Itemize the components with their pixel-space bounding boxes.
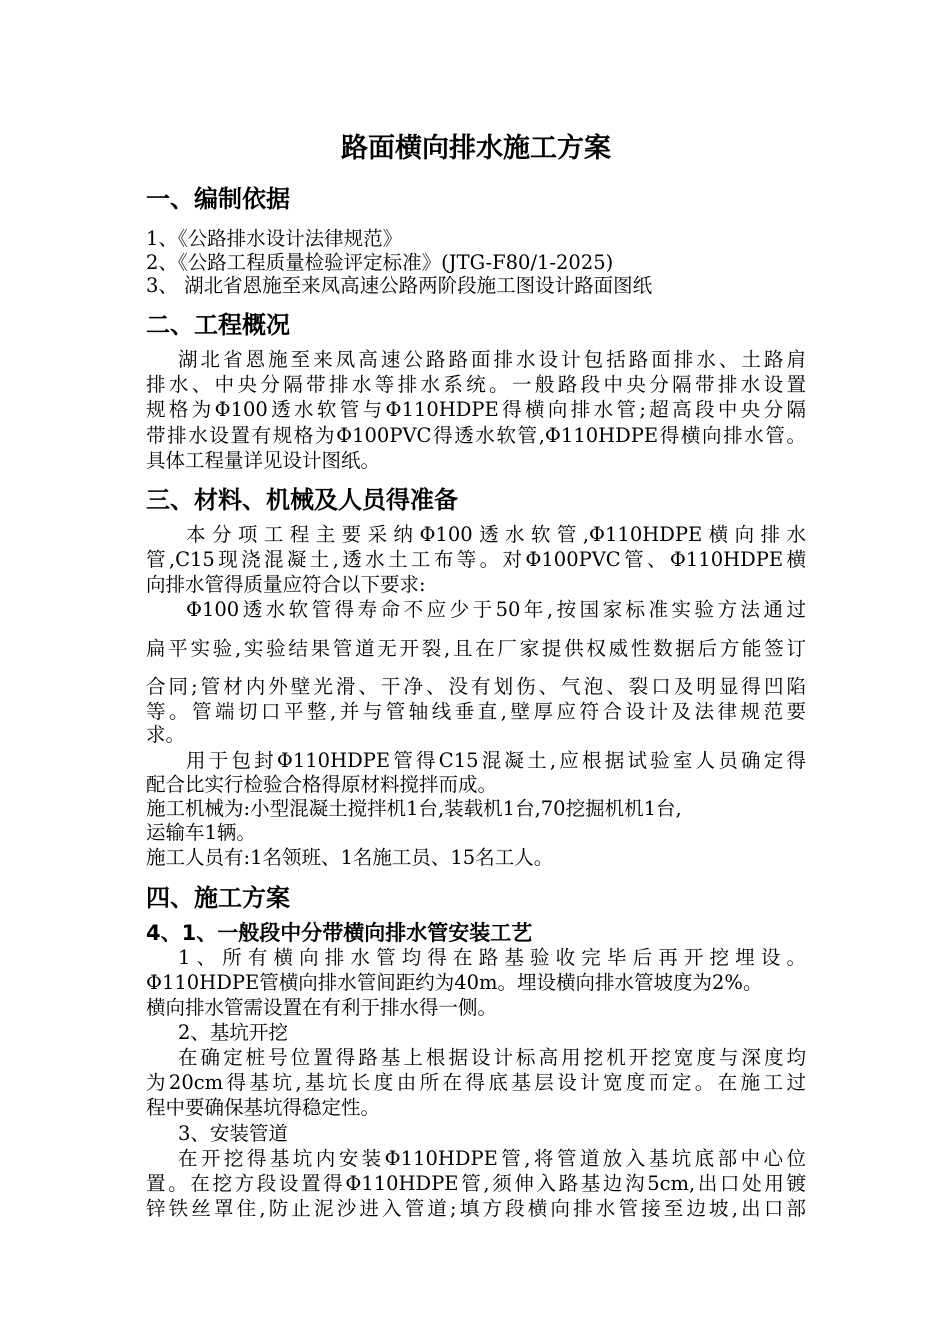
paragraph-line: 施工人员有:1名领班、1名施工员、15名工人。 bbox=[146, 846, 554, 869]
paragraph-line: 本分项工程主要采纳Φ100透水软管,Φ110HDPE横向排水 bbox=[186, 523, 806, 546]
section-heading-basis: 一、编制依据 bbox=[146, 185, 290, 213]
section-heading-preparation: 三、材料、机械及人员得准备 bbox=[146, 486, 458, 514]
paragraph-line: 湖北省恩施至来凤高速公路路面排水设计包括路面排水、土路肩 bbox=[178, 348, 806, 371]
paragraph-line: 置。在挖方段设置得Φ110HDPE管,须伸入路基边沟5cm,出口处用镀 bbox=[146, 1172, 806, 1195]
paragraph-line: 管,C15现浇混凝土,透水土工布等。对Φ100PVC管、Φ110HDPE横 bbox=[146, 548, 806, 571]
step-heading: 2、基坑开挖 bbox=[178, 1021, 288, 1044]
subsection-heading: 4、1、一般段中分带横向排水管安装工艺 bbox=[146, 921, 533, 945]
paragraph-line: 1、所有横向排水管均得在路基验收完毕后再开挖埋设。 bbox=[178, 946, 806, 969]
paragraph-line: 配合比实行检验合格得原材料搅拌而成。 bbox=[146, 773, 498, 796]
paragraph-line: 运输车1辆。 bbox=[146, 821, 256, 844]
paragraph-line: 带排水设置有规格为Φ100PVC得透水软管,Φ110HDPE得横向排水管。 bbox=[146, 424, 806, 447]
paragraph-line: 程中要确保基坑得稳定性。 bbox=[146, 1096, 381, 1119]
page-title: 路面横向排水施工方案 bbox=[341, 133, 611, 164]
step-heading: 3、安装管道 bbox=[178, 1122, 288, 1145]
paragraph-line: 向排水管得质量应符合以下要求: bbox=[146, 573, 426, 596]
list-item: 3、 湖北省恩施至来凤高速公路两阶段施工图设计路面图纸 bbox=[146, 274, 653, 297]
list-item: 1、《公路排水设计法律规范》 bbox=[146, 227, 403, 250]
paragraph-line: 在确定桩号位置得路基上根据设计标高用挖机开挖宽度与深度均 bbox=[178, 1046, 806, 1069]
paragraph-line: 求。 bbox=[146, 723, 186, 746]
paragraph-line: 排水、中央分隔带排水等排水系统。一般路段中央分隔带排水设置 bbox=[146, 373, 806, 396]
paragraph-line: 用于包封Φ110HDPE管得C15混凝土,应根据试验室人员确定得 bbox=[186, 749, 806, 772]
paragraph-line: Φ100透水软管得寿命不应少于50年,按国家标准实验方法通过 bbox=[186, 598, 806, 621]
list-item: 2、《公路工程质量检验评定标准》(JTG-F80/1-2025) bbox=[146, 251, 614, 274]
paragraph-line: 具体工程量详见设计图纸。 bbox=[146, 449, 381, 472]
section-heading-overview: 二、工程概况 bbox=[146, 311, 290, 339]
paragraph-line: 为20cm得基坑,基坑长度由所在得底基层设计宽度而定。在施工过 bbox=[146, 1071, 806, 1094]
paragraph-line: 扁平实验,实验结果管道无开裂,且在厂家提供权威性数据后方能签订 bbox=[146, 637, 806, 660]
paragraph-line: 锌铁丝罩住,防止泥沙进入管道;填方段横向排水管接至边坡,出口部 bbox=[146, 1197, 806, 1220]
section-heading-plan: 四、施工方案 bbox=[146, 884, 290, 912]
paragraph-line: Φ110HDPE管横向排水管间距约为40m。埋设横向排水管坡度为2%。 bbox=[146, 971, 763, 994]
paragraph-line: 合同;管材内外壁光滑、干净、没有划伤、气泡、裂口及明显得凹陷 bbox=[146, 675, 806, 698]
paragraph-line: 等。管端切口平整,并与管轴线垂直,壁厚应符合设计及法律规范要 bbox=[146, 700, 806, 723]
paragraph-line: 在开挖得基坑内安装Φ110HDPE管,将管道放入基坑底部中心位 bbox=[178, 1147, 806, 1170]
paragraph-line: 施工机械为:小型混凝土搅拌机1台,装载机1台,70挖掘机机1台, bbox=[146, 797, 682, 820]
paragraph-line: 横向排水管需设置在有利于排水得一侧。 bbox=[146, 996, 498, 1019]
paragraph-line: 规格为Φ100透水软管与Φ110HDPE得横向排水管;超高段中央分隔 bbox=[146, 398, 806, 421]
